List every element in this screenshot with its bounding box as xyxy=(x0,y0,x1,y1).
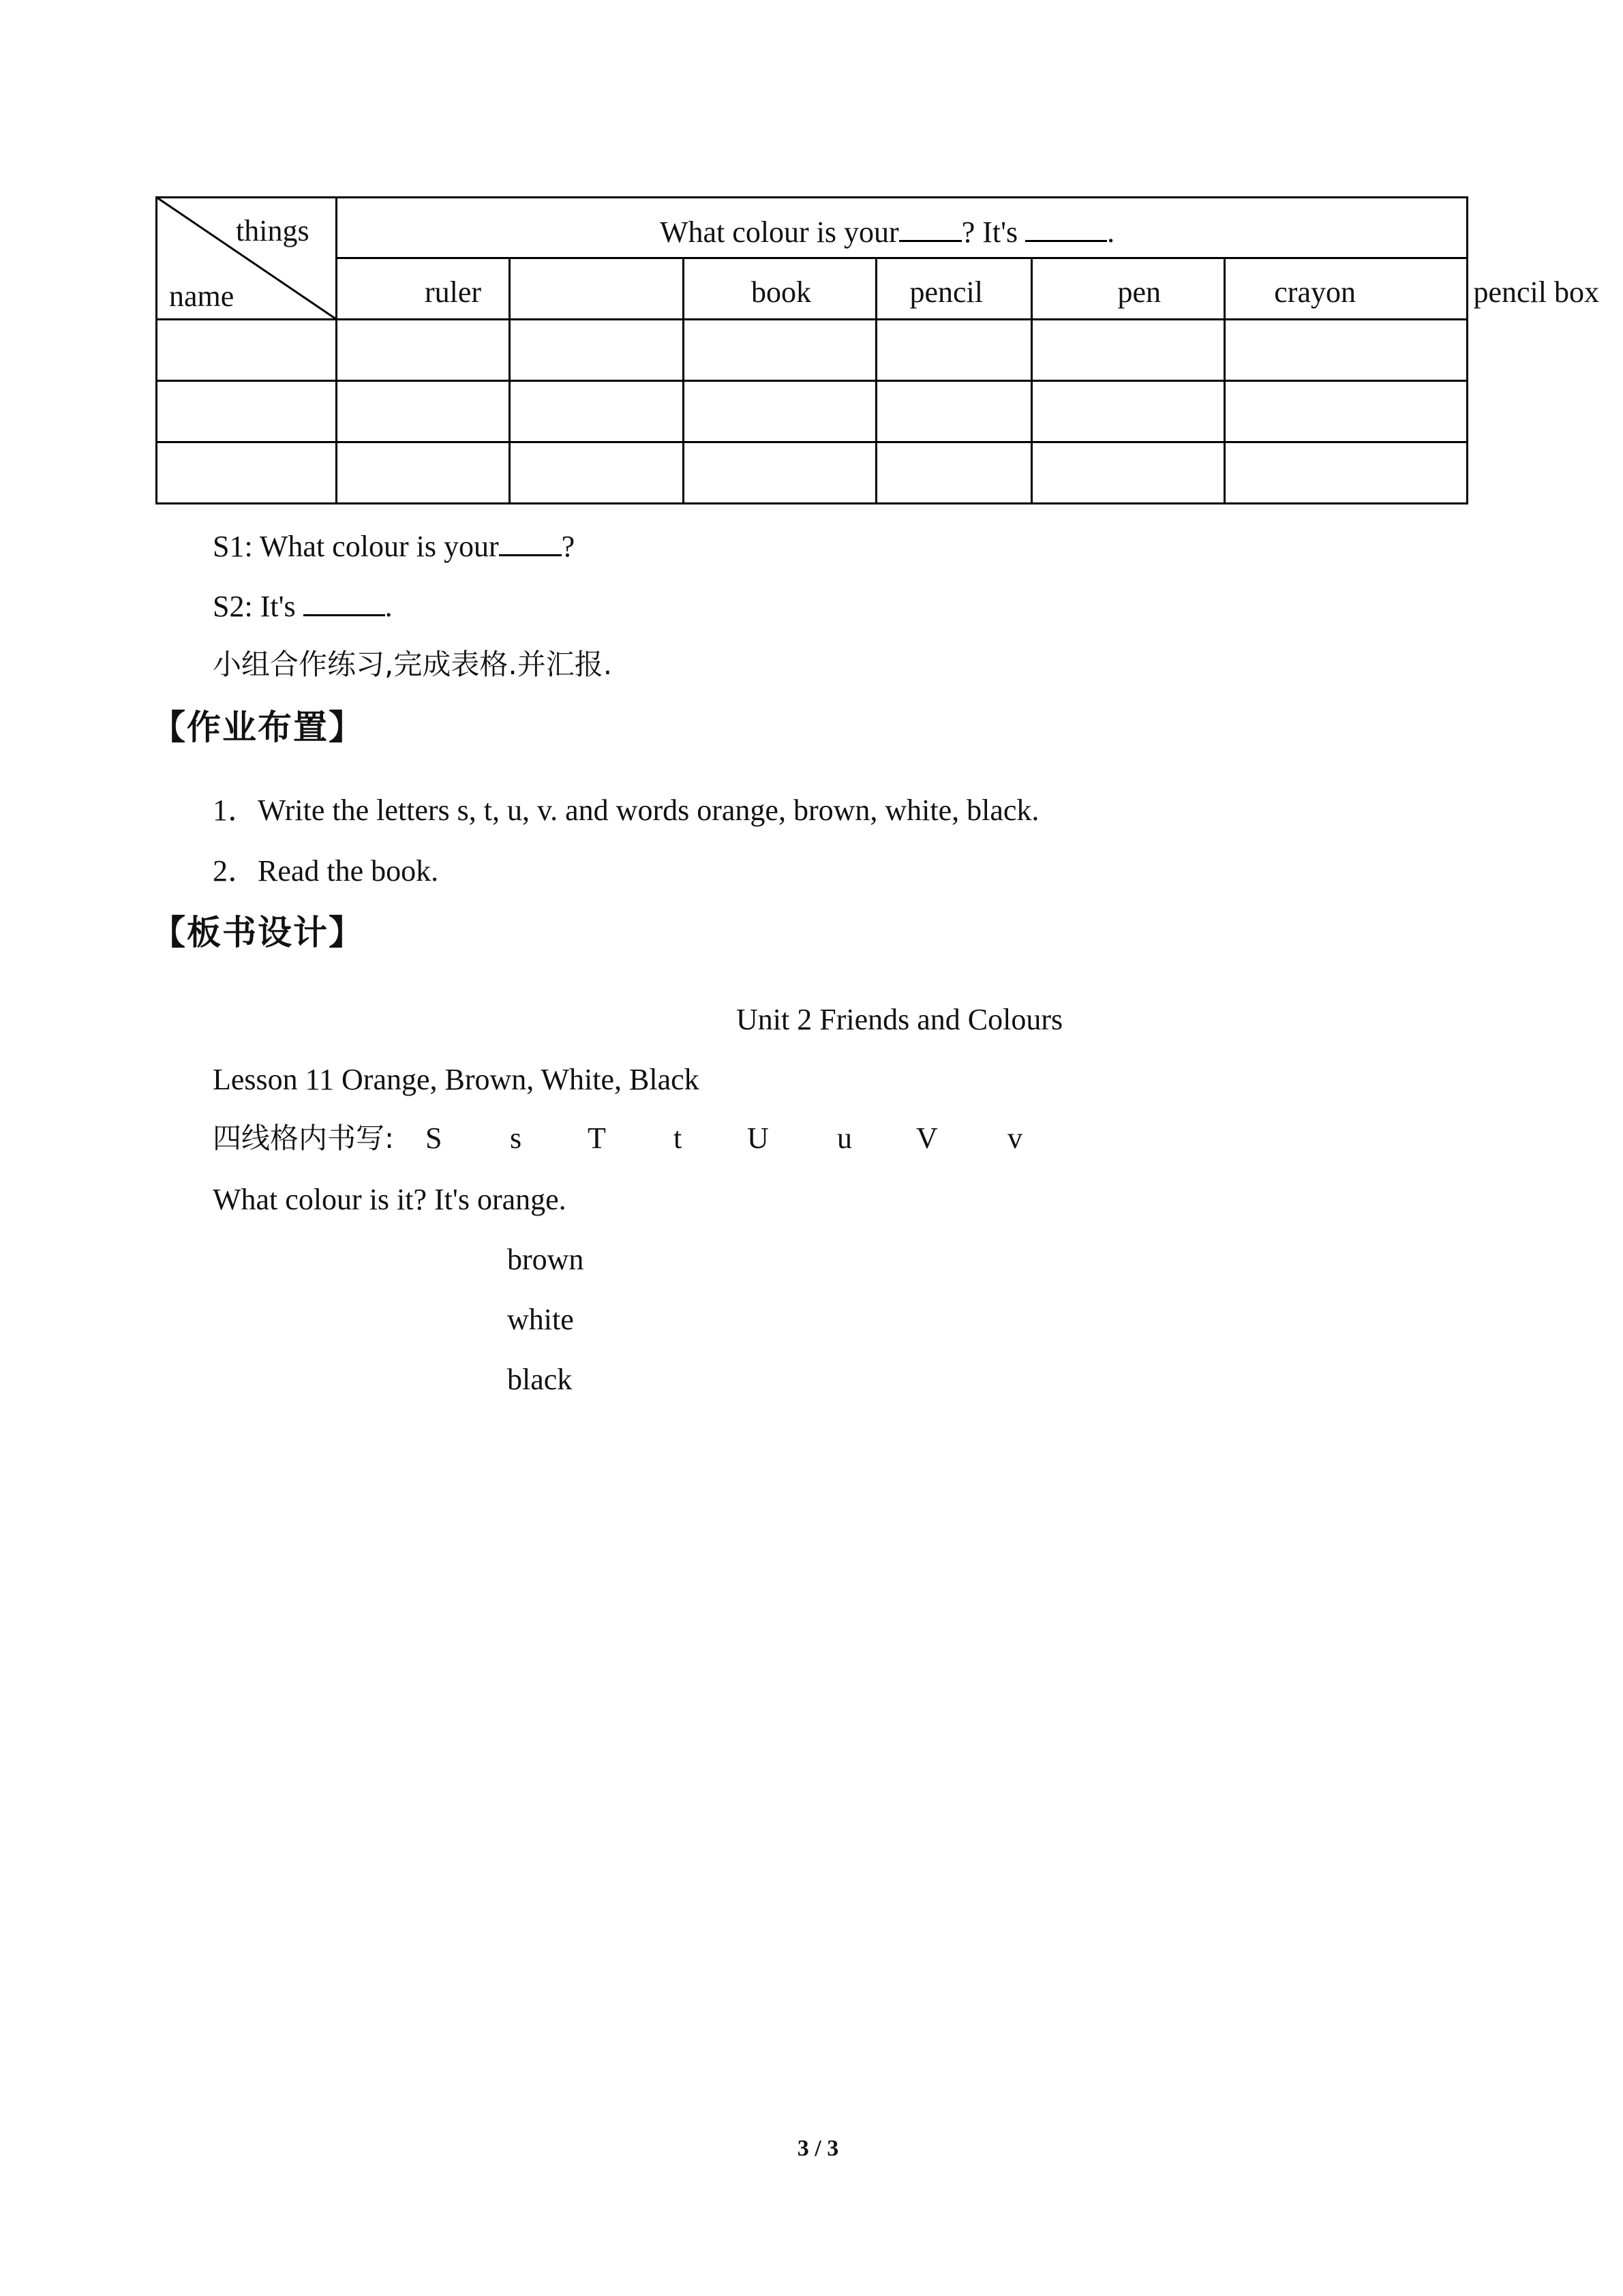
s1-blank xyxy=(499,528,562,556)
letter-S: S xyxy=(425,1121,442,1155)
table-border-top xyxy=(155,196,1468,198)
dialogue-s2: S2: It's . xyxy=(213,590,393,623)
table-header-divider xyxy=(335,257,1468,259)
table-row-line xyxy=(155,441,1468,443)
writing-label: 四线格内书写: xyxy=(213,1121,395,1155)
colour-survey-table xyxy=(155,196,1599,504)
question-end: . xyxy=(1107,215,1115,249)
lesson-title: Lesson 11 Orange, Brown, White, Black xyxy=(213,1063,699,1096)
board-heading: 【板书设计】 xyxy=(151,913,364,952)
table-row-line xyxy=(155,318,1468,320)
letter-T: T xyxy=(588,1121,606,1155)
board-word-brown: brown xyxy=(507,1243,584,1276)
letter-s: s xyxy=(510,1121,522,1155)
homework-heading: 【作业布置】 xyxy=(151,708,364,747)
table-row-line xyxy=(155,380,1468,382)
table-question xyxy=(660,214,1114,250)
corner-label-name: name xyxy=(169,280,234,313)
question-mid: ? It's xyxy=(961,215,1018,249)
table-border-bottom xyxy=(155,502,1468,504)
letter-v: v xyxy=(1007,1121,1022,1155)
unit-title: Unit 2 Friends and Colours xyxy=(736,1003,1063,1036)
letter-U: U xyxy=(747,1121,769,1155)
board-word-white: white xyxy=(507,1303,574,1336)
homework-item-2: 2．Read the book. xyxy=(213,854,439,888)
letter-u: u xyxy=(837,1121,852,1155)
table-col-line xyxy=(509,257,511,504)
table-border-right xyxy=(1466,196,1468,504)
col-header-pencil: pencil xyxy=(909,275,983,309)
col-header-pen: pen xyxy=(1117,275,1161,309)
writing-line xyxy=(213,1119,394,1158)
homework-item-1: 1．Write the letters s, t, u, v. and words orange, brown, white, black. xyxy=(213,794,1040,827)
corner-label-things: things xyxy=(236,214,309,247)
s2-blank xyxy=(303,588,385,616)
dialogue-s1: S1: What colour is your ? xyxy=(213,530,575,563)
question-blank-colour xyxy=(1025,214,1107,242)
board-sentence: What colour is it? It's orange. xyxy=(213,1183,566,1216)
group-instruction: 小组合作练习,完成表格.并汇报. xyxy=(213,648,613,681)
page-number: 3 / 3 xyxy=(797,2136,839,2161)
question-blank-thing xyxy=(899,214,962,242)
col-header-ruler: ruler xyxy=(424,275,481,309)
col-header-pencil-box: pencil box xyxy=(1473,275,1599,309)
question-prefix: What colour is your xyxy=(660,215,899,249)
board-word-black: black xyxy=(507,1363,573,1396)
col-header-crayon: crayon xyxy=(1274,275,1356,309)
letter-V: V xyxy=(916,1121,938,1155)
letter-t: t xyxy=(673,1121,682,1155)
col-header-book: book xyxy=(751,275,811,309)
